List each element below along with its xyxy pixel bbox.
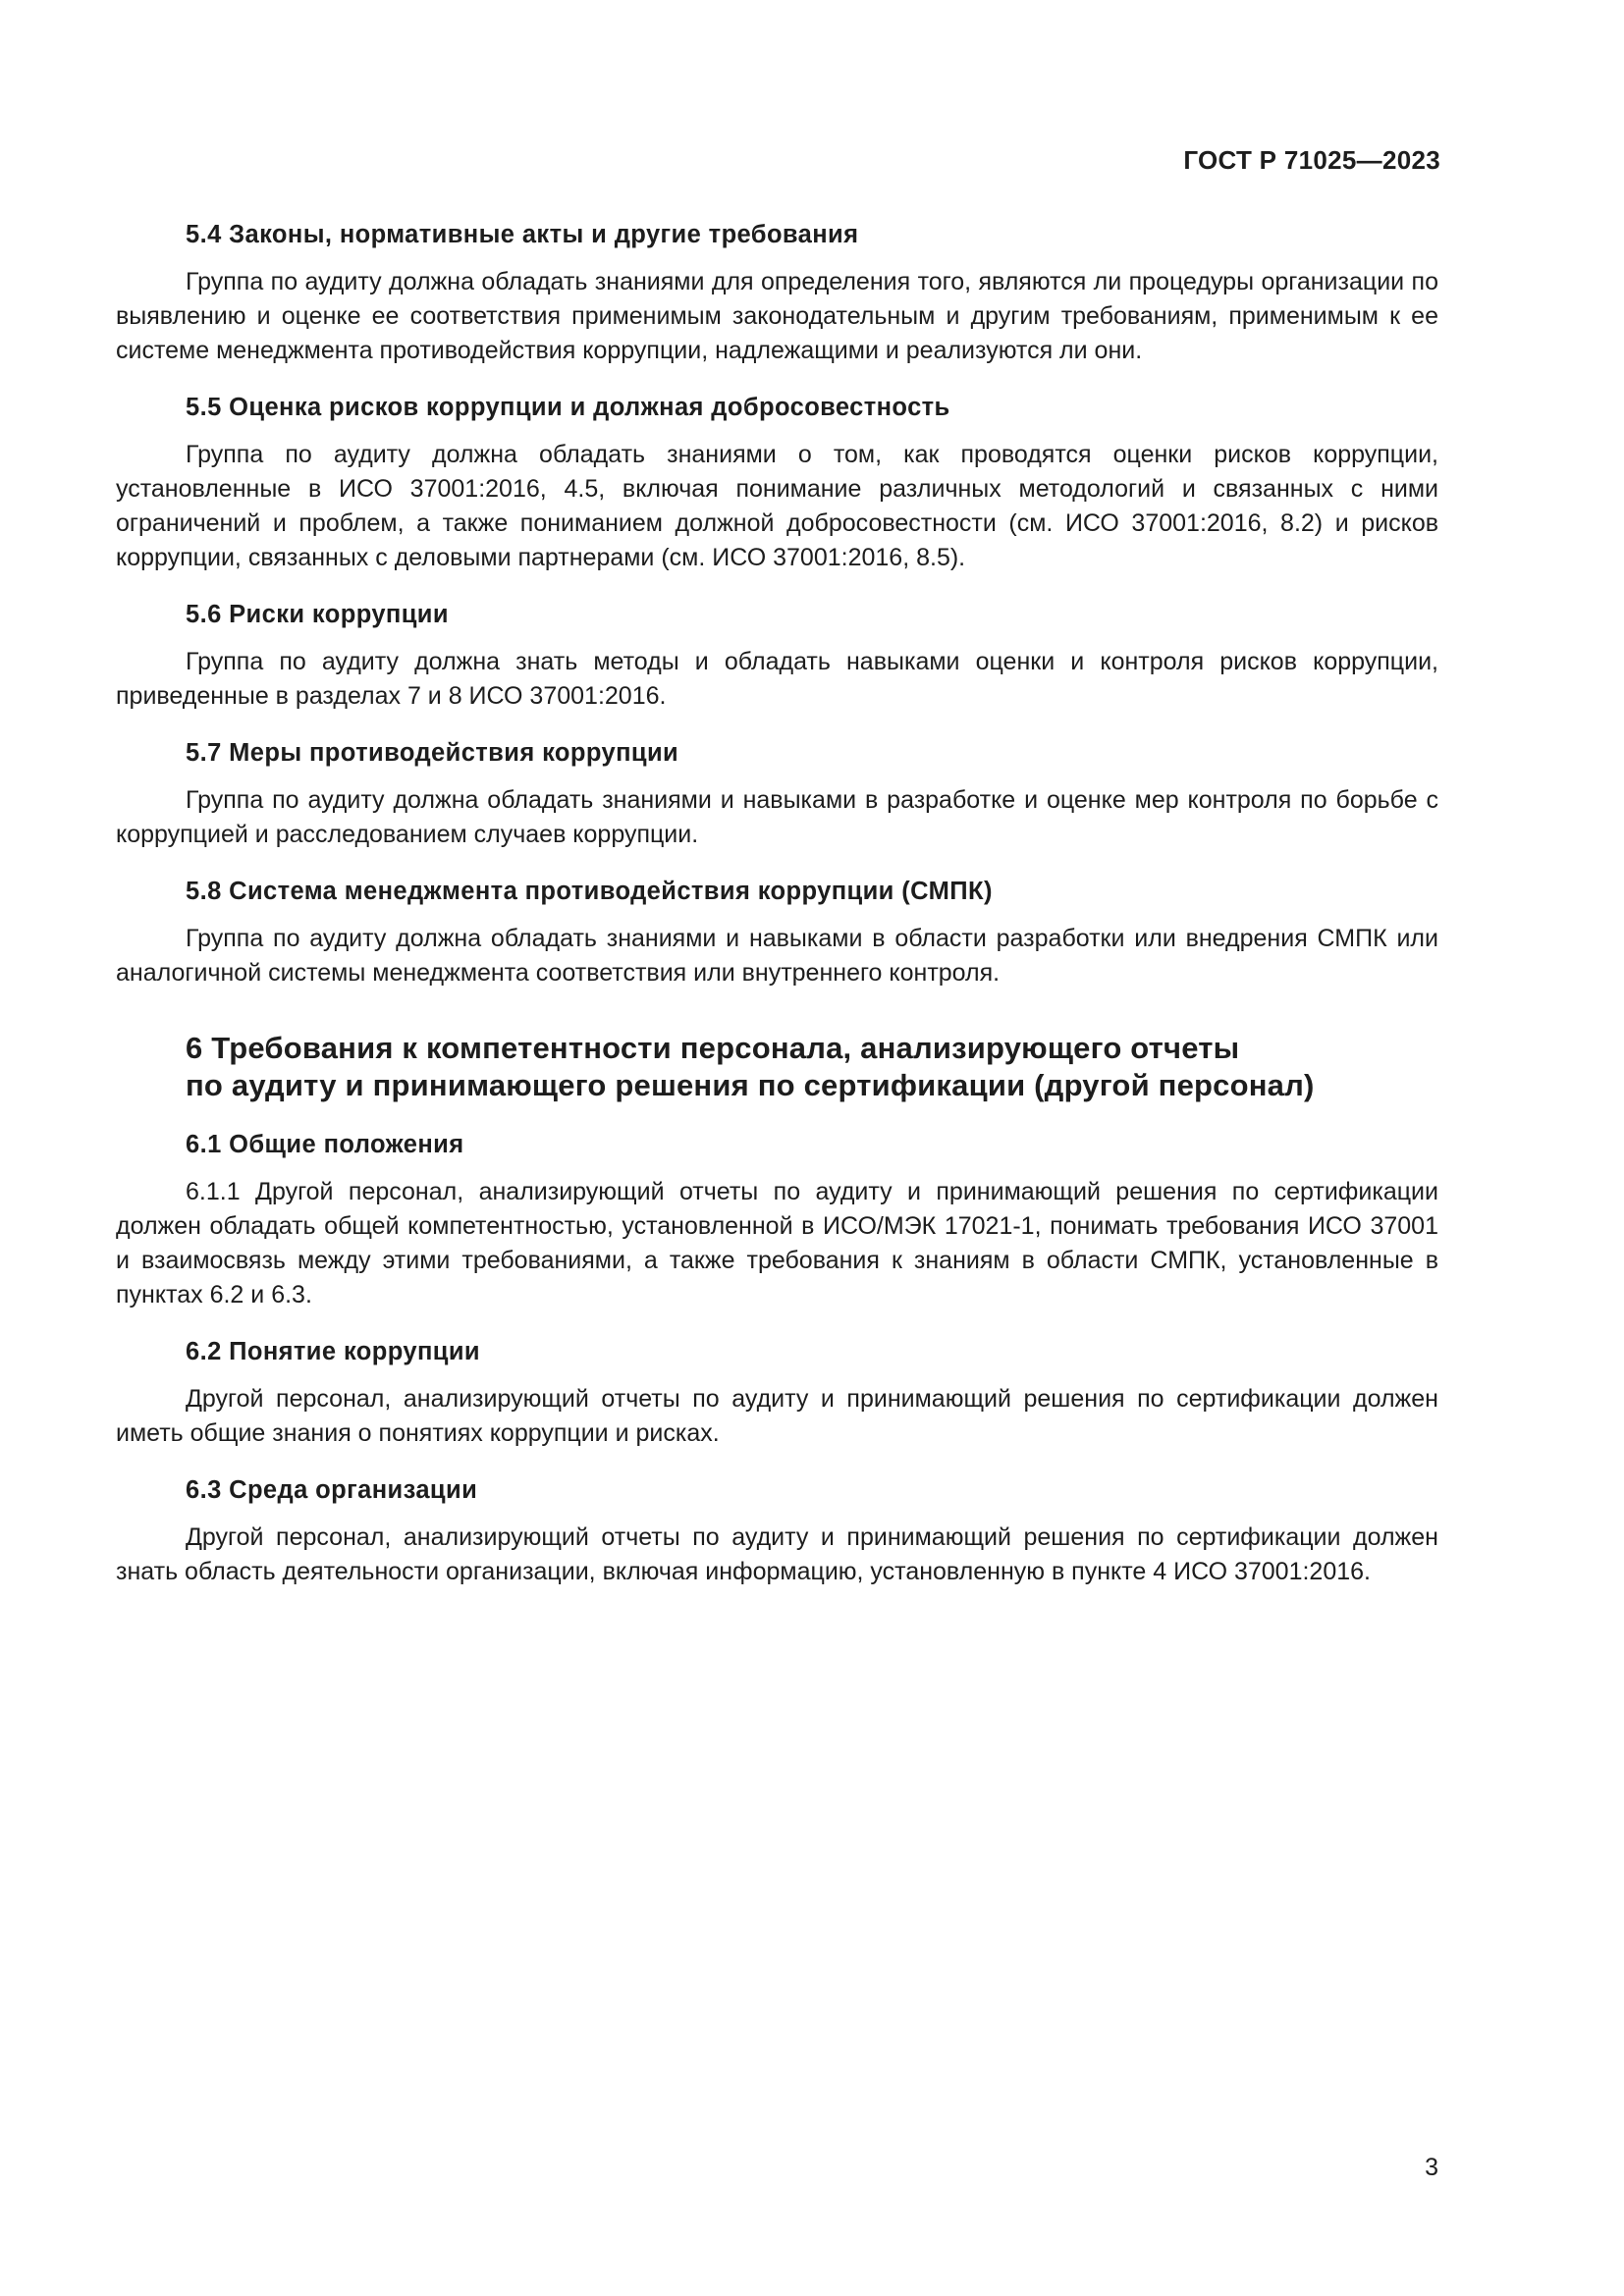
section-5-4-text: Группа по аудиту должна обладать знаниями для определения того, являются ли процедуры организации по выявлению и оценке ее соответствия применимым законодательным и другим требованиям, применимым к ее системе менеджмента противодействия коррупции, надлежащими и реализуются ли они. (116, 268, 1438, 364)
section-5-7-heading: 5.7 Меры противодействия коррупции (186, 739, 679, 767)
section-5-4-heading: 5.4 Законы, нормативные акты и другие требования (186, 221, 859, 248)
section-6-heading-line-1: 6 Требования к компетентности персонала, анализирующего отчеты (186, 1031, 1240, 1065)
document-standard-id: ГОСТ Р 71025—2023 (1183, 145, 1440, 175)
section-6-1-text: 6.1.1 Другой персонал, анализирующий отчеты по аудиту и принимающий решения по сертификации должен обладать общей компетентностью, установленной в ИСО/МЭК 17021-1, понимать требования ИСО 37001 и взаимосвязь между этими требованиями, а также требования к знаниям в области СМПК, установленные в пунктах 6.2 и 6.3. (116, 1178, 1438, 1308)
section-5-6-heading: 5.6 Риски коррупции (186, 601, 449, 628)
section-6-heading-line-2: по аудиту и принимающего решения по сертификации (другой персонал) (186, 1068, 1315, 1102)
section-5-5-heading: 5.5 Оценка рисков коррупции и должная добросовестность (186, 394, 950, 421)
section-5-8-text: Группа по аудиту должна обладать знаниями и навыками в области разработки или внедрения СМПК или аналогичной системы менеджмента соответствия или внутреннего контроля. (116, 925, 1438, 987)
page-content (116, 218, 1438, 1612)
page-number: 3 (1425, 2154, 1438, 2181)
section-6-heading (116, 1030, 1438, 1104)
section-6-2-text: Другой персонал, анализирующий отчеты по аудиту и принимающий решения по сертификации должен иметь общие знания о понятиях коррупции и рисках. (116, 1385, 1438, 1447)
section-5-5-text: Группа по аудиту должна обладать знаниями о том, как проводятся оценки рисков коррупции, установленные в ИСО 37001:2016, 4.5, включая понимание различных методологий и связанных с ними ограничений и проблем, а также пониманием должной добросовестности (см. ИСО 37001:2016, 8.2) и рисков коррупции, связанных с деловыми партнерами (см. ИСО 37001:2016, 8.5). (116, 441, 1438, 571)
section-5-6-text: Группа по аудиту должна знать методы и обладать навыками оценки и контроля рисков коррупции, приведенные в разделах 7 и 8 ИСО 37001:2016. (116, 648, 1438, 710)
section-6-1-heading: 6.1 Общие положения (186, 1131, 464, 1158)
section-5-8-heading: 5.8 Система менеджмента противодействия коррупции (СМПК) (186, 878, 993, 905)
section-5-7-text: Группа по аудиту должна обладать знаниями и навыками в разработке и оценке мер контроля по борьбе с коррупцией и расследованием случаев коррупции. (116, 786, 1438, 848)
section-6-3-heading: 6.3 Среда организации (186, 1476, 478, 1504)
section-6-2-heading: 6.2 Понятие коррупции (186, 1338, 480, 1365)
section-6-3-text: Другой персонал, анализирующий отчеты по аудиту и принимающий решения по сертификации должен знать область деятельности организации, включая информацию, установленную в пункте 4 ИСО 37001:2016. (116, 1523, 1438, 1585)
